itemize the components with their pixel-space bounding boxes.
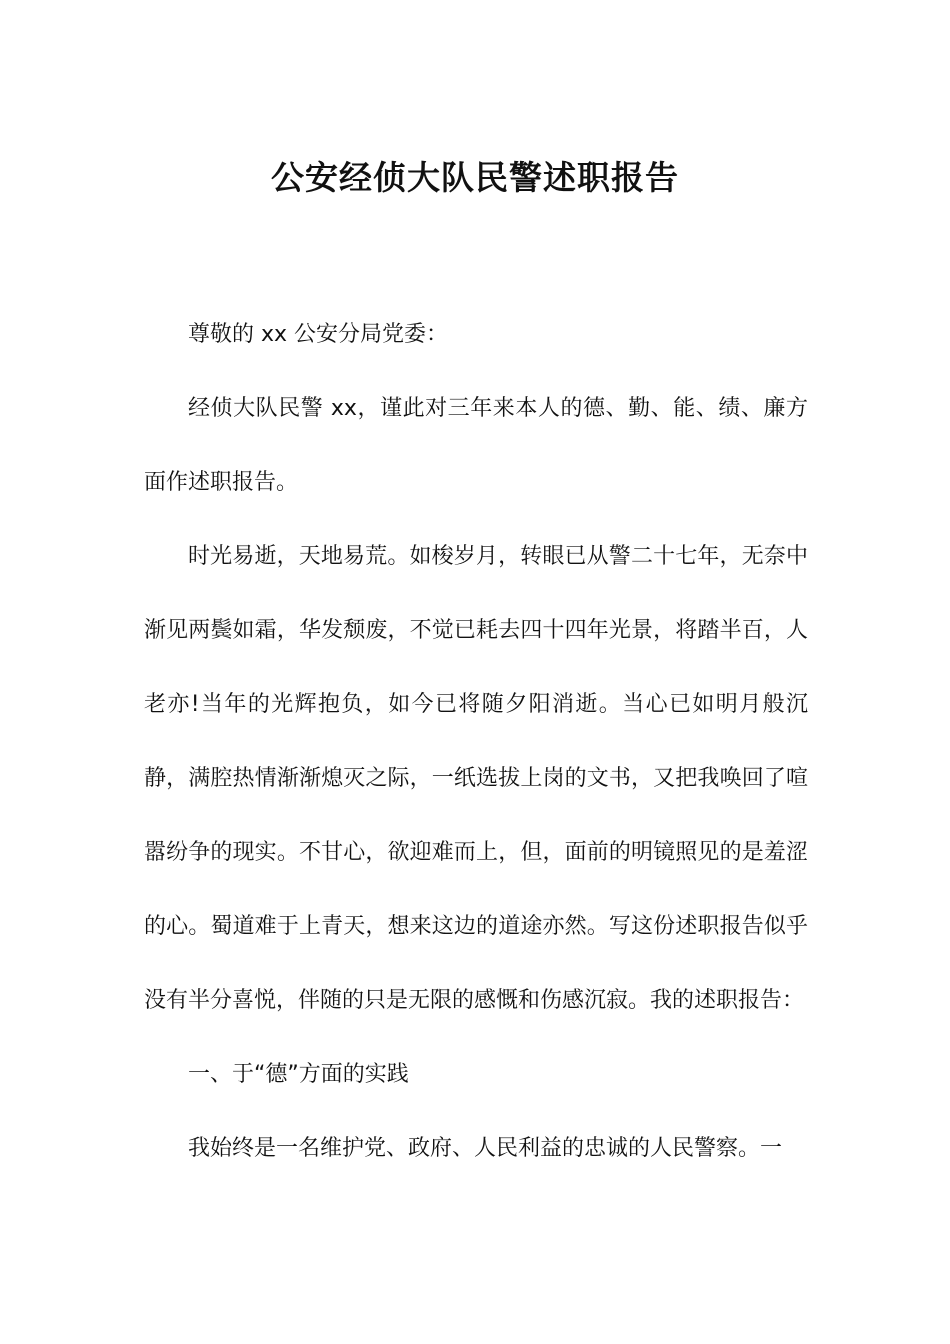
document-title: 公安经侦大队民警述职报告 [271,158,679,197]
section-paragraph: 我始终是一名维护党、政府、人民利益的忠诚的人民警察。一 [188,1136,783,1161]
section-heading: 一、于“德”方面的实践 [188,1062,409,1087]
salutation: 尊敬的 xx 公安分局党委： [188,322,449,347]
document-body [144,298,808,1186]
paragraph-intro: 经侦大队民警 xx，谨此对三年来本人的德、勤、能、绩、廉方面作述职报告。 [144,396,808,495]
paragraph-reflection: 时光易逝，天地易荒。如梭岁月，转眼已从警二十七年，无奈中渐见两鬓如霜，华发颓废，不觉已耗去四十四年光景，将踏半百，人老亦!当年的光辉抱负，如今已将随夕阳消逝。当心已如明月般沉静，满腔热情渐渐熄灭之际，一纸选拔上岗的文书，又把我唤回了喧嚣纷争的现实。不甘心，欲迎难而上，但，面前的明镜照见的是羞涩的心。蜀道难于上青天，想来这边的道途亦然。写这份述职报告似乎没有半分喜悦，伴随的只是无限的感慨和伤感沉寂。我的述职报告： [144,544,808,1013]
